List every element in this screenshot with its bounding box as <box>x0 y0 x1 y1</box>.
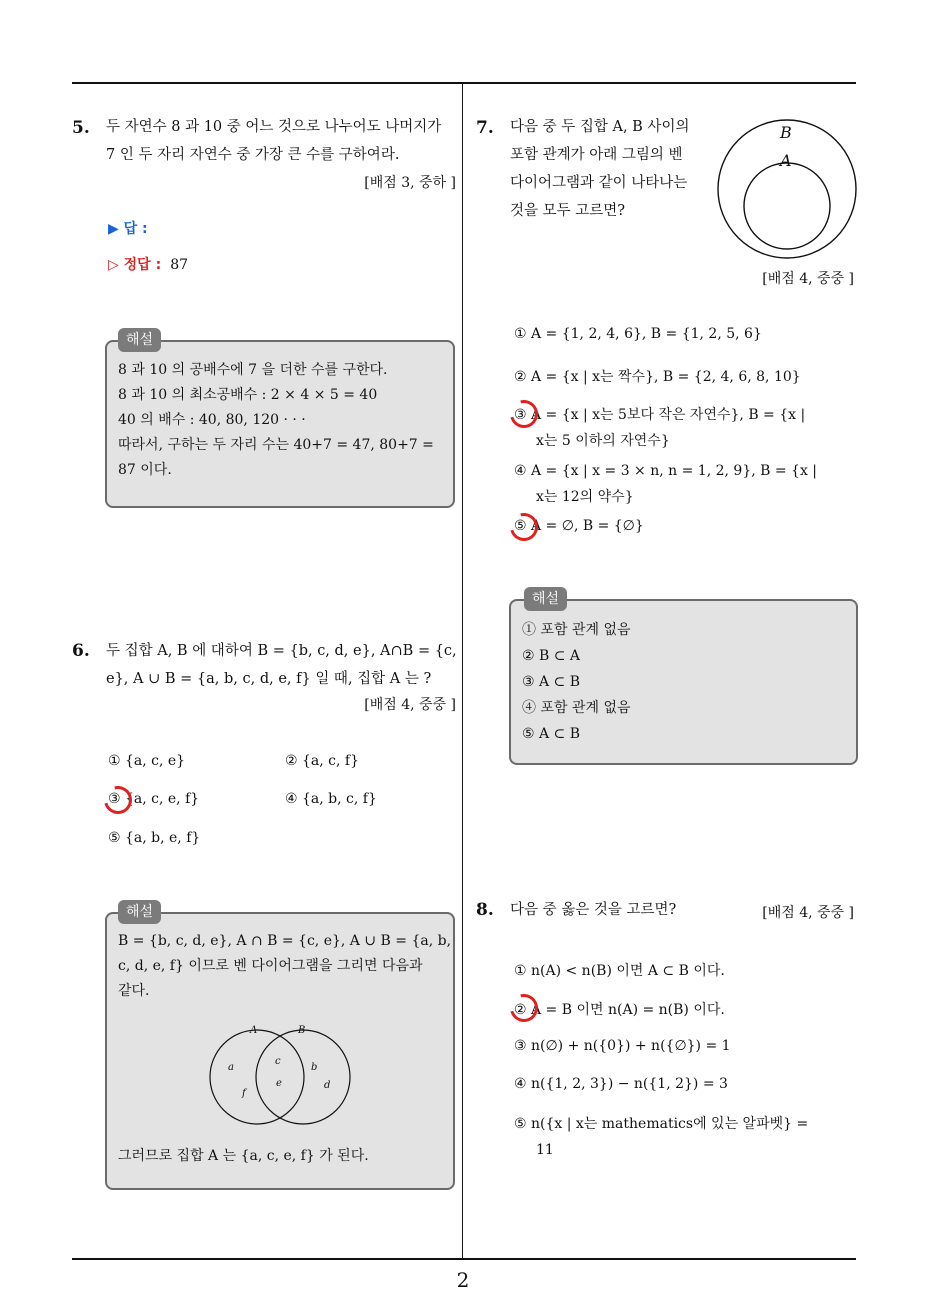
question-7-line: 포함 관계가 아래 그림의 벤 <box>510 147 683 163</box>
explanation-line: 87 이다. <box>118 462 172 478</box>
diagram-label-b: B <box>780 123 792 142</box>
q8-option-4[interactable]: ④ n({1, 2, 3}) − n({1, 2}) = 3 <box>514 1076 728 1092</box>
q6-option-5[interactable]: ⑤ {a, b, e, f} <box>108 830 201 846</box>
venn-circle-b <box>256 1030 350 1124</box>
q8-option-5-line: ⑤ n({x | x는 mathematics에 있는 알파벳} = <box>514 1116 809 1132</box>
q7-option-3[interactable] <box>514 401 805 453</box>
question-5-number: 5. <box>72 118 90 138</box>
explanation-q7-text <box>522 617 631 747</box>
q7-option-4-line: x는 12의 약수} <box>536 489 634 505</box>
explanation-q5-text <box>118 358 434 483</box>
venn-label-a: A <box>250 1025 258 1036</box>
question-6-line2: e}, A ∪ B = {a, b, c, d, e, f} 일 때, 집합 A 는 ? <box>106 671 432 687</box>
column-divider <box>462 82 463 1258</box>
q7-option-1[interactable]: ① A = {1, 2, 4, 6}, B = {1, 2, 5, 6} <box>514 326 762 342</box>
explanation-q6-conclusion: 그러므로 집합 A 는 {a, c, e, f} 가 된다. <box>118 1148 369 1164</box>
q8-option-3[interactable]: ③ n(∅) + n({0}) + n({∅}) = 1 <box>514 1038 731 1054</box>
question-8-text: 다음 중 옳은 것을 고르면? <box>510 902 677 918</box>
question-7-score: [배점 4, 중중 ] <box>762 271 854 287</box>
question-7-line: 다음 중 두 집합 A, B 사이의 <box>510 119 690 135</box>
venn-circle-a <box>210 1030 304 1124</box>
explanation-line: ⑤ A ⊂ B <box>522 726 581 742</box>
explanation-q6-text <box>118 929 451 1004</box>
q8-option-5-line: 11 <box>536 1142 554 1158</box>
venn-element: e <box>276 1078 282 1089</box>
question-8-number: 8. <box>476 900 494 920</box>
inner-circle-a <box>744 163 830 249</box>
explanation-line: c, d, e, f} 이므로 벤 다이어그램을 그리면 다음과 <box>118 958 423 974</box>
explanation-line: ③ A ⊂ B <box>522 674 581 690</box>
explanation-line: 따라서, 구하는 두 자리 수는 40+7 = 47, 80+7 = <box>118 437 434 453</box>
bottom-rule <box>72 1258 856 1260</box>
correct-answer-label: ▷ 정답 : <box>108 257 162 273</box>
explanation-line: 8 과 10 의 공배수에 7 을 더한 수를 구한다. <box>118 362 388 378</box>
venn-element: b <box>311 1062 318 1073</box>
question-6-line1: 두 집합 A, B 에 대하여 B = {b, c, d, e}, A∩B = {c, <box>106 643 457 659</box>
question-5-score: [배점 3, 중하 ] <box>364 175 456 191</box>
question-7-number: 7. <box>476 118 494 138</box>
question-7-line: 다이어그램과 같이 나타나는 <box>510 175 688 191</box>
q6-option-1[interactable]: ① {a, c, e} <box>108 753 186 769</box>
venn-diagram <box>200 1020 360 1130</box>
inclusion-diagram <box>714 116 860 262</box>
question-7-line: 것을 모두 고르면? <box>510 203 626 219</box>
selected-mark <box>99 781 137 819</box>
answer-label: ▶ 답 : <box>108 221 148 237</box>
question-5-line2: 7 인 두 자리 자연수 중 가장 큰 수를 구하여라. <box>106 147 400 163</box>
venn-element: f <box>242 1088 246 1099</box>
q7-option-2[interactable]: ② A = {x | x는 짝수}, B = {2, 4, 6, 8, 10} <box>514 369 801 385</box>
question-5-line1: 두 자연수 8 과 10 중 어느 것으로 나누어도 나머지가 <box>106 119 442 135</box>
question-7-text <box>510 113 689 225</box>
venn-element: d <box>324 1080 331 1091</box>
q7-option-3-line: ③ A = {x | x는 5보다 작은 자연수}, B = {x | <box>514 407 806 423</box>
explanation-line: 40 의 배수 : 40, 80, 120 · · · <box>118 412 306 428</box>
explanation-line: ② B ⊂ A <box>522 648 581 664</box>
explanation-tag: 해설 <box>118 328 161 352</box>
correct-answer <box>108 254 188 274</box>
q7-option-3-line: x는 5 이하의 자연수} <box>536 433 670 449</box>
q7-option-4-line: ④ A = {x | x = 3 × n, n = 1, 2, 9}, B = {x | <box>514 463 818 479</box>
question-6-score: [배점 4, 중중 ] <box>364 697 456 713</box>
question-8-score: [배점 4, 중중 ] <box>762 905 854 921</box>
top-rule <box>72 82 856 84</box>
explanation-line: ④ 포함 관계 없음 <box>522 700 631 716</box>
question-6-number: 6. <box>72 641 90 661</box>
q7-option-4[interactable] <box>514 457 817 509</box>
selected-mark <box>505 989 543 1027</box>
correct-answer-value: 87 <box>170 257 189 273</box>
q7-option-5[interactable]: ⑤ A = ∅, B = {∅} <box>514 518 644 534</box>
venn-label-b: B <box>298 1025 306 1036</box>
selected-mark <box>505 508 543 546</box>
explanation-line: 같다. <box>118 983 150 999</box>
venn-element: a <box>228 1062 234 1073</box>
venn-element: c <box>275 1056 281 1067</box>
explanation-line: B = {b, c, d, e}, A ∩ B = {c, e}, A ∪ B = {a, b, <box>118 933 452 949</box>
explanation-line: ① 포함 관계 없음 <box>522 622 631 638</box>
explanation-tag: 해설 <box>524 587 567 611</box>
q6-option-3[interactable]: ③ {a, c, e, f} <box>108 791 200 807</box>
diagram-label-a: A <box>780 151 792 170</box>
page-number: 2 <box>456 1268 470 1292</box>
q6-option-2[interactable]: ② {a, c, f} <box>285 753 359 769</box>
explanation-line: 8 과 10 의 최소공배수 : 2 × 4 × 5 = 40 <box>118 387 378 403</box>
q8-option-1[interactable]: ① n(A) < n(B) 이면 A ⊂ B 이다. <box>514 963 725 979</box>
q6-option-4[interactable]: ④ {a, b, c, f} <box>285 791 377 807</box>
q8-option-2[interactable]: ② A = B 이면 n(A) = n(B) 이다. <box>514 1002 725 1018</box>
q8-option-5[interactable] <box>514 1110 808 1162</box>
explanation-tag: 해설 <box>118 900 161 924</box>
